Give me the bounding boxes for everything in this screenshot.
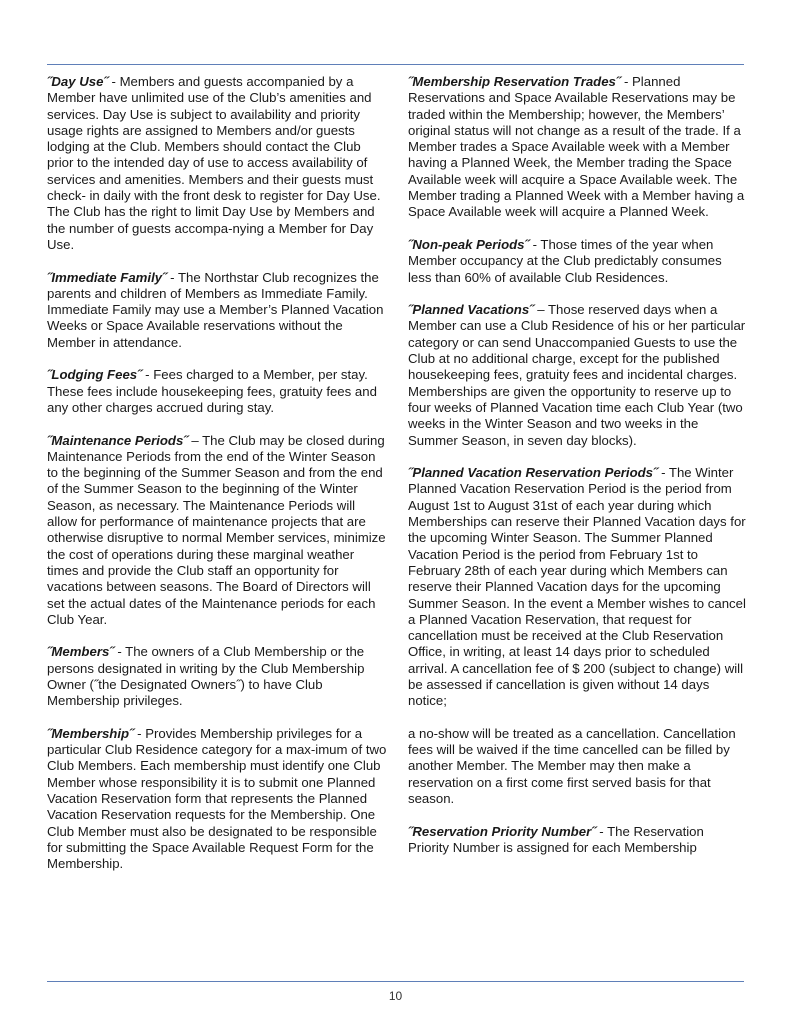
term: ˝Day Use˝ [47, 74, 108, 89]
definition-text: - Provides Membership privileges for a particular Club Residence category for a max-imum of two Club Members. Each membership must identify one Club Member whose responsibility it is to submit one Planned Vacation Reservation form that represents the Planned Vacation Reservation requests for the Membership. One Club Member must also be designated to be responsible for submitting the Space Available Request Form for the Membership. [47, 725, 387, 872]
term: ˝Non-peak Periods˝ [408, 236, 529, 252]
definition-text: – The Club may be closed during Maintenance Periods from the end of the Winter Season to the beginning of the Summer Season and from the end of the Summer Season to the beginning of the Winter Season, as necessary. The Maintenance Periods will allow for performance of maintenance projects that are otherwise disruptive to normal Member services, minimize the cost of operations during these marginal weather times and provide the Club staff an opportunity for vacations between seasons. The Board of Directors will set the actual dates of the Maintenance periods for each Club Year. [47, 432, 386, 627]
definition-planned-vacations [408, 302, 748, 449]
definition-reservation-priority-number [408, 824, 748, 857]
definition-text: - Fees charged to a Member, per stay. These fees include housekeeping fees, gratuity fees and any other charges accrued during stay. [47, 367, 377, 415]
term: ˝Members˝ [47, 644, 114, 660]
term: ˝Planned Vacation Reservation Periods˝ [408, 465, 658, 481]
definition-text: a no-show will be treated as a cancellation. Cancellation fees will be waived if the time cancelled can be filled by another Member. The Member may then make a reservation on a first come first served basis for that season. [408, 725, 736, 807]
definition-text: – Those reserved days when a Member can use a Club Residence of his or her particular category or can send Unaccompanied Guests to use the Club at no additional charge, except for the published housekeeping fees, gratuity fees and incidental charges. Memberships are given the opportunity to reserve up to four weeks of Planned Vacation time each Club Year (two weeks in the Winter Season and two weeks in the Summer Season, in seven day blocks). [408, 302, 746, 448]
right-column [408, 74, 748, 873]
definition-text: - Those times of the year when Member occupancy at the Club predictably consumes less than 60% of available Club Residences. [408, 236, 722, 285]
term: ˝Maintenance Periods˝ [47, 432, 188, 448]
definition-immediate-family [47, 270, 387, 351]
definition-membership [47, 726, 387, 873]
term: ˝Membership˝ [47, 725, 134, 741]
definition-membership-reservation-trades [408, 74, 748, 221]
definition-text: - The Northstar Club recognizes the parents and children of Members as Immediate Family. Immediate Family may use a Member’s Planned Vacation Weeks or Space Available reservations without the Member in attendance. [47, 269, 384, 350]
term: ˝Lodging Fees˝ [47, 367, 142, 383]
definition-maintenance-periods [47, 433, 387, 629]
term: ˝Reservation Priority Number˝ [408, 823, 596, 839]
definition-non-peak-periods [408, 237, 748, 286]
definition-planned-vacation-reservation-periods [408, 465, 748, 709]
definition-day-use [47, 74, 387, 253]
left-column [47, 74, 387, 889]
definition-lodging-fees [47, 367, 387, 416]
definition-text: - The Winter Planned Vacation Reservation Period is the period from August 1st to August 31st of each year during which Memberships can reserve their Planned Vacation days for the upcoming Winter Season. The Summer Planned Vacation Period is the period from February 1st to February 28th of each year during which Members can reserve their Planned Vacation days for the upcoming Summer Season. In the event a Member wishes to cancel a Planned Vacation Reservation, that request for cancellation must be received at the Club Reservation Office, in writing, at least 14 days prior to scheduled arrival. A cancellation fee of $ 200 (subject to change) will be assessed if cancellation is given without 14 days notice; [408, 465, 746, 709]
definition-text: - The owners of a Club Membership or the persons designated in writing by the Club Membership Owner (˝the Designated Owners˝) to have Club Membership privileges. [47, 644, 365, 709]
term: ˝Planned Vacations˝ [408, 302, 534, 318]
term: ˝Membership Reservation Trades˝ [408, 74, 621, 89]
definition-members [47, 644, 387, 709]
term: ˝Immediate Family˝ [47, 269, 167, 285]
definition-continuation [408, 726, 748, 807]
definition-text: - Members and guests accompanied by a Member have unlimited use of the Club’s amenities and services. Day Use is subject to availability and priority usage rights are assigned to Members and/or guests lodging at the Club. Members should contact the Club prior to the intended day of use to access availability of services and amenities. Members and their guests must check- in daily with the front desk to register for Day Use. The Club has the right to limit Day Use by Members and the number of guests accompa-nying a Member for Day Use. [47, 74, 381, 252]
definition-text: - Planned Reservations and Space Available Reservations may be traded within the Membership; however, the Members’ original status will not change as a result of the trade. If a Member trades a Space Available week with a Member having a Planned Week, the Member trading the Space Available week will acquire a Space Available week. The Member trading a Planned Week with a Member having a Space Available week will acquire a Planned Week. [408, 74, 745, 220]
page-number: 10 [388, 989, 403, 1003]
definition-text: - The Reservation Priority Number is assigned for each Membership [408, 823, 704, 855]
footer-rule [47, 981, 744, 982]
header-rule [47, 64, 744, 65]
